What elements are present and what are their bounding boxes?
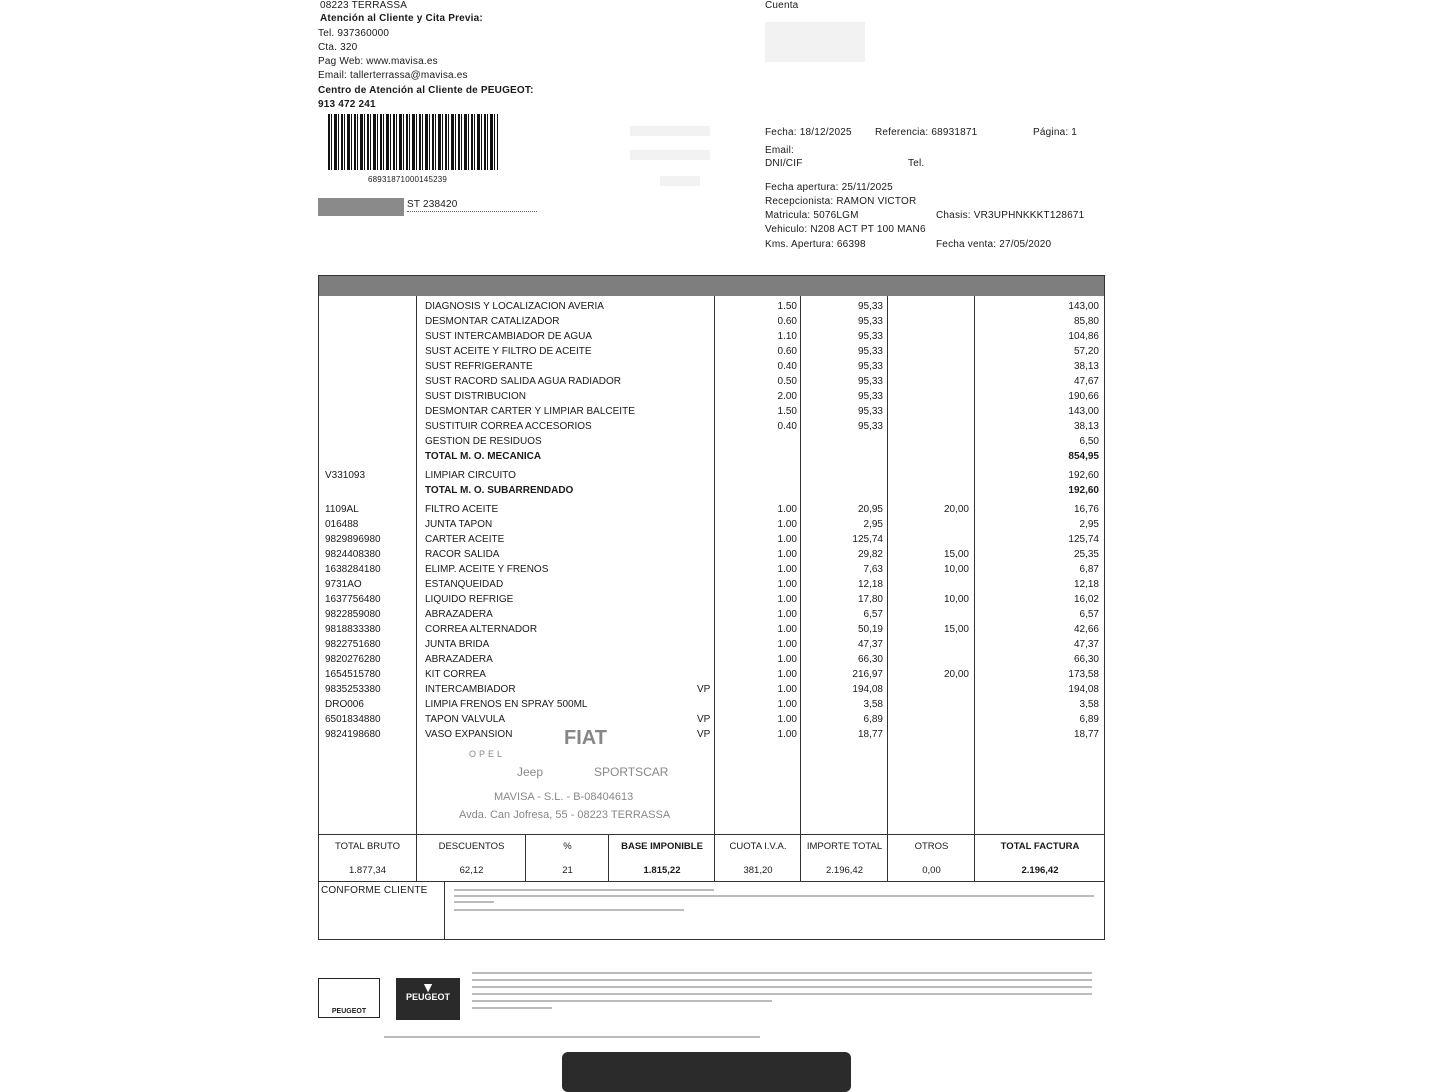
fine-print	[472, 986, 1092, 988]
line-code: 9835253380	[325, 684, 381, 695]
table-row	[319, 727, 1104, 742]
line-price: 29,82	[857, 549, 883, 560]
invoice-lines-table	[318, 275, 1105, 940]
table-row	[319, 622, 1104, 637]
line-quantity: 0.40	[777, 361, 797, 372]
line-quantity: 1.00	[777, 594, 797, 605]
fine-print	[454, 889, 714, 891]
st-number: ST 238420	[407, 199, 537, 212]
total-bruto-label: TOTAL BRUTO	[334, 841, 401, 852]
factura-label: TOTAL FACTURA	[1000, 841, 1080, 852]
line-price: 95,33	[857, 376, 883, 387]
line-discount: 10,00	[943, 564, 969, 575]
line-description: TOTAL M. O. MECANICA	[425, 451, 542, 462]
grey-label-box	[318, 198, 404, 216]
line-code: 1637756480	[325, 594, 381, 605]
cuota-label: CUOTA I.V.A.	[729, 841, 787, 852]
table-row	[319, 532, 1104, 547]
line-description: DIAGNOSIS Y LOCALIZACION AVERIA	[425, 301, 604, 312]
table-row	[319, 299, 1104, 314]
line-vp-flag: VP	[697, 684, 711, 695]
line-quantity: 0.60	[777, 316, 797, 327]
line-price: 95,33	[857, 421, 883, 432]
line-code: 9822751680	[325, 639, 381, 650]
line-total: 3,58	[1079, 699, 1099, 710]
table-row	[319, 577, 1104, 592]
line-code: 1109AL	[325, 504, 359, 515]
stamp-brand-opel: OPEL	[469, 749, 506, 759]
peugeot-logo-text: PEUGEOT	[331, 1008, 367, 1015]
base-value: 1.815,22	[643, 865, 681, 876]
line-discount: 10,00	[943, 594, 969, 605]
fine-print	[472, 972, 1092, 974]
total-bruto-cell	[319, 835, 416, 881]
line-code: 016488	[325, 519, 359, 530]
line-description: GESTION DE RESIDUOS	[425, 436, 542, 447]
table-row	[319, 652, 1104, 667]
fine-print	[472, 979, 1092, 981]
total-bruto-value: 1.877,34	[349, 865, 386, 876]
line-description: SUST INTERCAMBIADOR DE AGUA	[425, 331, 593, 342]
line-price: 18,77	[857, 729, 883, 740]
cuota-value: 381,20	[743, 865, 773, 876]
table-row	[319, 374, 1104, 389]
line-price: 66,30	[857, 654, 883, 665]
line-description: TAPON VALVULA	[425, 714, 506, 725]
line-quantity: 1.00	[777, 684, 797, 695]
line-price: 216,97	[852, 669, 883, 680]
table-row	[319, 547, 1104, 562]
web: Pag Web: www.mavisa.es	[318, 56, 438, 67]
table-row	[319, 389, 1104, 404]
line-total: 6,57	[1079, 609, 1099, 620]
line-code: 9820276280	[325, 654, 381, 665]
table-row	[319, 483, 1104, 498]
line-description: ELIMP. ACEITE Y FRENOS	[425, 564, 549, 575]
line-total: 16,02	[1073, 594, 1099, 605]
line-discount: 15,00	[943, 624, 969, 635]
totals-bar	[319, 834, 1104, 882]
line-price: 95,33	[857, 361, 883, 372]
peugeot-professional-logo	[396, 978, 460, 1020]
opening-date: Fecha apertura: 25/11/2025	[765, 182, 893, 193]
otros-label: OTROS	[914, 841, 949, 852]
line-total: 42,66	[1073, 624, 1099, 635]
line-price: 95,33	[857, 346, 883, 357]
line-quantity: 1.50	[777, 406, 797, 417]
descuentos-label: DESCUENTOS	[438, 841, 505, 852]
fine-print	[384, 1036, 760, 1038]
sale-date: Fecha venta: 27/05/2020	[936, 239, 1052, 250]
stamp-brand-fiat: FIAT	[564, 727, 607, 749]
line-quantity: 1.00	[777, 534, 797, 545]
plate: Matricula: 5076LGM	[765, 210, 859, 221]
line-description: CARTER ACEITE	[425, 534, 505, 545]
phone: Tel. 937360000	[318, 28, 390, 39]
invoice-date: Fecha: 18/12/2025	[765, 127, 852, 138]
receptionist: Recepcionista: RAMON VICTOR	[765, 196, 917, 207]
column-divider	[444, 881, 445, 939]
fine-print	[454, 895, 1094, 897]
line-total: 854,95	[1068, 451, 1099, 462]
line-description: RACOR SALIDA	[425, 549, 500, 560]
redacted-text	[630, 150, 710, 160]
line-total: 18,77	[1073, 729, 1099, 740]
line-quantity: 1.00	[777, 579, 797, 590]
fine-print	[454, 909, 684, 911]
page-number: Página: 1	[1033, 127, 1078, 138]
peugeot-logo-text: PEUGEOT	[405, 992, 450, 1002]
line-code: 9824408380	[325, 549, 381, 560]
table-row	[319, 607, 1104, 622]
center-label: Centro de Atención al Cliente de PEUGEOT:	[318, 85, 534, 96]
importe-label: IMPORTE TOTAL	[806, 841, 883, 852]
cuenta-label: Cuenta	[765, 0, 799, 11]
line-total: 16,76	[1073, 504, 1099, 515]
importe-value: 2.196,42	[826, 865, 863, 876]
line-total: 38,13	[1073, 361, 1099, 372]
cuota-cell	[714, 835, 801, 881]
line-total: 6,89	[1079, 714, 1099, 725]
line-price: 12,18	[857, 579, 883, 590]
fine-print	[472, 993, 1092, 995]
line-total: 66,30	[1073, 654, 1099, 665]
redacted-text	[765, 22, 865, 62]
table-row	[319, 682, 1104, 697]
line-price: 2,95	[863, 519, 883, 530]
line-price: 95,33	[857, 331, 883, 342]
line-quantity: 1.00	[777, 699, 797, 710]
pct-cell	[525, 835, 609, 881]
line-description: ESTANQUEIDAD	[425, 579, 504, 590]
line-description: VASO EXPANSION	[425, 729, 513, 740]
table-row	[319, 502, 1104, 517]
line-description: LIMPIA FRENOS EN SPRAY 500ML	[425, 699, 588, 710]
line-quantity: 1.00	[777, 504, 797, 515]
line-description: LIQUIDO REFRIGE	[425, 594, 514, 605]
line-description: TOTAL M. O. SUBARRENDADO	[425, 485, 574, 496]
line-price: 47,37	[857, 639, 883, 650]
dealer-stamp	[459, 721, 709, 831]
table-row	[319, 592, 1104, 607]
fine-print	[472, 1007, 552, 1009]
line-total: 104,86	[1068, 331, 1099, 342]
line-discount: 15,00	[943, 549, 969, 560]
table-row	[319, 344, 1104, 359]
importe-cell	[800, 835, 888, 881]
descuentos-cell	[416, 835, 526, 881]
line-total: 25,35	[1073, 549, 1099, 560]
line-total: 143,00	[1068, 406, 1099, 417]
kms: Kms. Apertura: 66398	[765, 239, 866, 250]
line-total: 85,80	[1073, 316, 1099, 327]
line-total: 194,08	[1068, 684, 1099, 695]
line-price: 125,74	[852, 534, 883, 545]
conforme-label: CONFORME CLIENTE	[321, 885, 428, 896]
line-price: 17,80	[857, 594, 883, 605]
line-description: ABRAZADERA	[425, 654, 493, 665]
line-total: 192,60	[1068, 470, 1099, 481]
vehicle: Vehiculo: N208 ACT PT 100 MAN6	[765, 224, 926, 235]
line-price: 50,19	[857, 624, 883, 635]
line-total: 47,37	[1073, 639, 1099, 650]
line-description: INTERCAMBIADOR	[425, 684, 516, 695]
base-label: BASE IMPONIBLE	[621, 841, 703, 852]
line-code: 9822859080	[325, 609, 381, 620]
line-quantity: 1.00	[777, 519, 797, 530]
line-total: 125,74	[1068, 534, 1099, 545]
otros-value: 0,00	[922, 865, 941, 876]
line-quantity: 1.00	[777, 714, 797, 725]
descuentos-value: 62,12	[459, 865, 484, 876]
chassis: Chasis: VR3UPHNKKKT128671	[936, 210, 1085, 221]
line-description: DESMONTAR CARTER Y LIMPIAR BALCEITE	[425, 406, 635, 417]
table-row	[319, 329, 1104, 344]
stamp-company: MAVISA - S.L. - B-08404613	[494, 791, 634, 803]
table-row	[319, 637, 1104, 652]
table-row	[319, 314, 1104, 329]
table-row	[319, 562, 1104, 577]
line-description: SUST REFRIGERANTE	[425, 361, 533, 372]
otros-cell	[887, 835, 975, 881]
stamp-address: Avda. Can Jofresa, 55 - 08223 TERRASSA	[459, 809, 671, 821]
barcode-number: 68931871000145239	[368, 175, 448, 184]
line-total: 2,95	[1079, 519, 1099, 530]
line-price: 194,08	[852, 684, 883, 695]
table-row	[319, 449, 1104, 464]
factura-value: 2.196,42	[1021, 865, 1059, 876]
line-price: 6,89	[863, 714, 883, 725]
line-quantity: 1.00	[777, 549, 797, 560]
line-description: FILTRO ACEITE	[425, 504, 499, 515]
line-description: LIMPIAR CIRCUITO	[425, 470, 516, 481]
line-code: 9818833380	[325, 624, 381, 635]
line-total: 173,58	[1068, 669, 1099, 680]
line-description: SUSTITUIR CORREA ACCESORIOS	[425, 421, 592, 432]
line-description: SUST DISTRIBUCION	[425, 391, 526, 402]
line-quantity: 1.10	[777, 331, 797, 342]
line-price: 3,58	[863, 699, 883, 710]
center-phone: 913 472 241	[318, 99, 376, 110]
email: Email: tallerterrassa@mavisa.es	[318, 70, 468, 81]
cta: Cta. 320	[318, 42, 358, 53]
line-vp-flag: VP	[697, 714, 711, 725]
barcode	[328, 114, 498, 170]
line-description: SUST ACEITE Y FILTRO DE ACEITE	[425, 346, 592, 357]
line-quantity: 0.60	[777, 346, 797, 357]
line-discount: 20,00	[943, 504, 969, 515]
bottom-overlay-bar[interactable]	[562, 1052, 851, 1092]
line-price: 95,33	[857, 301, 883, 312]
line-code: 9829896980	[325, 534, 381, 545]
line-total: 38,13	[1073, 421, 1099, 432]
line-total: 143,00	[1068, 301, 1099, 312]
table-row	[319, 404, 1104, 419]
line-description: ABRAZADERA	[425, 609, 493, 620]
line-code: 9824198680	[325, 729, 381, 740]
table-row	[319, 419, 1104, 434]
line-quantity: 1.00	[777, 624, 797, 635]
line-description: CORREA ALTERNADOR	[425, 624, 538, 635]
dni-label: DNI/CIF	[765, 158, 803, 169]
line-quantity: 2.00	[777, 391, 797, 402]
line-quantity: 1.00	[777, 729, 797, 740]
line-quantity: 1.00	[777, 609, 797, 620]
customer-approval-section	[319, 881, 1104, 939]
line-vp-flag: VP	[697, 729, 711, 740]
table-row	[319, 667, 1104, 682]
table-row	[319, 434, 1104, 449]
line-code: V331093	[325, 470, 366, 481]
line-total: 47,67	[1073, 376, 1099, 387]
line-code: 6501834880	[325, 714, 381, 725]
peugeot-lion-icon: ▼	[421, 979, 435, 995]
line-quantity: 0.40	[777, 421, 797, 432]
line-quantity: 1.00	[777, 639, 797, 650]
tel-label: Tel.	[908, 158, 925, 169]
line-price: 7,63	[863, 564, 883, 575]
redacted-text	[660, 176, 700, 186]
line-discount: 20,00	[943, 669, 969, 680]
line-code: 1638284180	[325, 564, 381, 575]
redacted-text	[630, 126, 710, 136]
header-city: 08223 TERRASSA	[320, 0, 408, 11]
line-total: 190,66	[1068, 391, 1099, 402]
fine-print	[472, 1000, 772, 1002]
email-label: Email:	[765, 145, 794, 156]
table-row	[319, 359, 1104, 374]
reference: Referencia: 68931871	[875, 127, 978, 138]
line-quantity: 1.00	[777, 564, 797, 575]
line-description: DESMONTAR CATALIZADOR	[425, 316, 560, 327]
fine-print	[454, 901, 494, 903]
line-total: 6,87	[1079, 564, 1099, 575]
line-price: 95,33	[857, 391, 883, 402]
line-total: 57,20	[1073, 346, 1099, 357]
line-code: 9731AO	[325, 579, 362, 590]
table-row	[319, 517, 1104, 532]
pct-value: 21	[562, 865, 573, 876]
line-quantity: 1.00	[777, 669, 797, 680]
line-description: SUST RACORD SALIDA AGUA RADIADOR	[425, 376, 621, 387]
line-code: 1654515780	[325, 669, 381, 680]
line-quantity: 0.50	[777, 376, 797, 387]
table-row	[319, 468, 1104, 483]
line-description: JUNTA TAPON	[425, 519, 493, 530]
base-cell	[608, 835, 715, 881]
stamp-brand-jeep: Jeep	[517, 765, 544, 779]
line-price: 95,33	[857, 316, 883, 327]
line-total: 12,18	[1073, 579, 1099, 590]
stamp-brand-sportscar: SPORTSCAR	[594, 765, 669, 779]
table-row	[319, 697, 1104, 712]
line-price: 95,33	[857, 406, 883, 417]
line-price: 20,95	[857, 504, 883, 515]
line-price: 6,57	[863, 609, 883, 620]
line-description: JUNTA BRIDA	[425, 639, 490, 650]
line-code: DRO006	[325, 699, 364, 710]
line-quantity: 1.00	[777, 654, 797, 665]
attention-label: Atención al Cliente y Cita Previa:	[320, 13, 483, 24]
line-description: KIT CORREA	[425, 669, 486, 680]
factura-cell	[974, 835, 1105, 881]
pct-label: %	[563, 841, 572, 852]
line-total: 192,60	[1068, 485, 1099, 496]
line-quantity: 1.50	[777, 301, 797, 312]
table-row	[319, 712, 1104, 727]
line-total: 6,50	[1079, 436, 1099, 447]
peugeot-dealer-logo	[318, 978, 380, 1018]
table-header-bar	[319, 276, 1104, 296]
